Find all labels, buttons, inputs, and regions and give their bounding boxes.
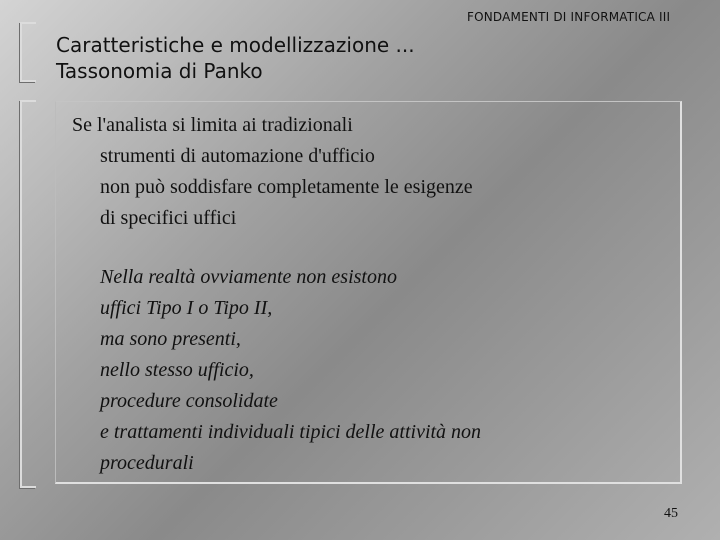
title-bracket-decoration <box>20 22 36 82</box>
italic-line: nello stesso ufficio, <box>100 359 254 381</box>
paragraph-line: di specifici uffici <box>100 207 237 229</box>
paragraph-line: strumenti di automazione d'ufficio <box>100 145 375 167</box>
italic-line: procedure consolidate <box>100 390 278 412</box>
italic-line: ma sono presenti, <box>100 328 241 350</box>
content-bracket-decoration <box>20 100 36 488</box>
slide-title-line-2: Tassonomia di Panko <box>56 59 263 83</box>
intro-paragraph <box>72 110 473 234</box>
course-header: FONDAMENTI DI INFORMATICA III <box>467 10 671 24</box>
page-number: 45 <box>664 506 678 521</box>
slide-title <box>56 32 415 84</box>
slide-title-line-1: Caratteristiche e modellizzazione ... <box>56 33 415 57</box>
italic-paragraph <box>100 262 481 479</box>
paragraph-line: non può soddisfare completamente le esigenze <box>100 176 473 198</box>
paragraph-line: Se l'analista si limita ai tradizionali <box>72 114 353 136</box>
italic-line: uffici Tipo I o Tipo II, <box>100 297 273 319</box>
italic-line: Nella realtà ovviamente non esistono <box>100 266 397 288</box>
italic-line: e trattamenti individuali tipici delle attività non <box>100 421 482 443</box>
italic-line: procedurali <box>100 452 194 474</box>
